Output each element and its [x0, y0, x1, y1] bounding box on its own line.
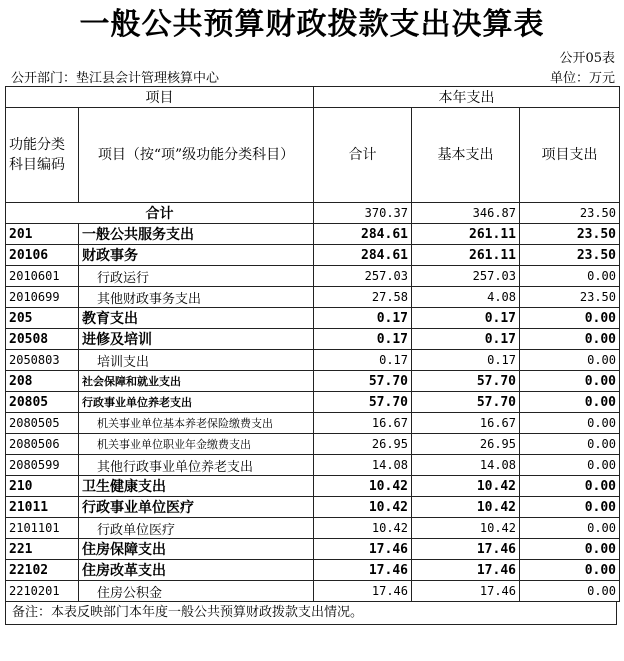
row-project: 0.00	[520, 476, 620, 497]
header-code: 功能分类科目编码	[6, 108, 79, 203]
row-total: 27.58	[314, 287, 412, 308]
table-row	[6, 350, 620, 371]
row-name: 住房改革支出	[79, 560, 314, 581]
row-basic: 10.42	[412, 497, 520, 518]
row-total: 10.42	[314, 518, 412, 539]
row-total: 0.17	[314, 308, 412, 329]
header-row-2	[6, 108, 620, 203]
row-basic: 257.03	[412, 266, 520, 287]
row-basic: 17.46	[412, 539, 520, 560]
header-project: 项目支出	[520, 108, 620, 203]
row-project: 0.00	[520, 413, 620, 434]
table-row	[6, 392, 620, 413]
row-basic: 14.08	[412, 455, 520, 476]
unit-label: 单位：万元	[549, 71, 615, 86]
table-row	[6, 371, 620, 392]
row-basic: 261.11	[412, 245, 520, 266]
header-name: 项目（按“项”级功能分类科目）	[79, 108, 314, 203]
row-total: 57.70	[314, 392, 412, 413]
row-code: 201	[6, 224, 79, 245]
row-basic: 10.42	[412, 518, 520, 539]
row-name: 行政事业单位养老支出	[79, 392, 314, 413]
table-row	[6, 476, 620, 497]
row-project: 0.00	[520, 434, 620, 455]
table-row	[6, 539, 620, 560]
row-project: 0.00	[520, 518, 620, 539]
row-code: 208	[6, 371, 79, 392]
row-total: 284.61	[314, 245, 412, 266]
table-row	[6, 413, 620, 434]
row-project: 0.00	[520, 371, 620, 392]
row-basic: 17.46	[412, 581, 520, 602]
table-row	[6, 455, 620, 476]
row-code: 2050803	[6, 350, 79, 371]
table-row	[6, 518, 620, 539]
total-label: 合计	[6, 203, 314, 224]
row-basic: 0.17	[412, 329, 520, 350]
row-name: 机关事业单位基本养老保险缴费支出	[79, 413, 314, 434]
row-code: 2210201	[6, 581, 79, 602]
row-total: 257.03	[314, 266, 412, 287]
row-name: 行政事业单位医疗	[79, 497, 314, 518]
row-total: 17.46	[314, 539, 412, 560]
row-code: 20106	[6, 245, 79, 266]
row-name: 进修及培训	[79, 329, 314, 350]
row-code: 205	[6, 308, 79, 329]
row-code: 2080599	[6, 455, 79, 476]
table-row	[6, 245, 620, 266]
row-project: 23.50	[520, 224, 620, 245]
row-name: 行政运行	[79, 266, 314, 287]
row-project: 0.00	[520, 455, 620, 476]
row-code: 2080505	[6, 413, 79, 434]
row-code: 20805	[6, 392, 79, 413]
table-row	[6, 560, 620, 581]
department-row	[3, 66, 621, 86]
header-year-group: 本年支出	[314, 87, 620, 108]
row-code: 2010699	[6, 287, 79, 308]
row-name: 培训支出	[79, 350, 314, 371]
row-code: 2080506	[6, 434, 79, 455]
row-basic: 16.67	[412, 413, 520, 434]
form-code: 公开05表	[559, 51, 615, 66]
row-name: 行政单位医疗	[79, 518, 314, 539]
row-code: 22102	[6, 560, 79, 581]
total-sum: 370.37	[314, 203, 412, 224]
row-project: 23.50	[520, 245, 620, 266]
row-total: 57.70	[314, 371, 412, 392]
row-basic: 26.95	[412, 434, 520, 455]
row-project: 0.00	[520, 539, 620, 560]
row-basic: 17.46	[412, 560, 520, 581]
row-code: 20508	[6, 329, 79, 350]
row-name: 一般公共服务支出	[79, 224, 314, 245]
form-code-row	[3, 46, 621, 66]
row-total: 10.42	[314, 497, 412, 518]
table-note: 备注：本表反映部门本年度一般公共预算财政拨款支出情况。	[5, 602, 617, 625]
row-project: 0.00	[520, 350, 620, 371]
row-name: 其他财政事务支出	[79, 287, 314, 308]
total-project: 23.50	[520, 203, 620, 224]
row-total: 14.08	[314, 455, 412, 476]
header-item-group: 项目	[6, 87, 314, 108]
row-name: 住房保障支出	[79, 539, 314, 560]
row-name: 财政事务	[79, 245, 314, 266]
row-total: 16.67	[314, 413, 412, 434]
department-label: 公开部门：垫江县会计管理核算中心	[11, 71, 220, 86]
row-name: 教育支出	[79, 308, 314, 329]
row-name: 其他行政事业单位养老支出	[79, 455, 314, 476]
row-basic: 10.42	[412, 476, 520, 497]
report-title: 一般公共预算财政拨款支出决算表	[79, 7, 545, 42]
row-basic: 57.70	[412, 392, 520, 413]
table-row	[6, 581, 620, 602]
row-total: 17.46	[314, 560, 412, 581]
row-basic: 0.17	[412, 350, 520, 371]
row-project: 0.00	[520, 581, 620, 602]
row-name: 社会保障和就业支出	[79, 371, 314, 392]
table-row	[6, 266, 620, 287]
row-project: 23.50	[520, 287, 620, 308]
row-name: 机关事业单位职业年金缴费支出	[79, 434, 314, 455]
row-name: 卫生健康支出	[79, 476, 314, 497]
row-total: 0.17	[314, 329, 412, 350]
row-total: 26.95	[314, 434, 412, 455]
table-row	[6, 497, 620, 518]
header-basic: 基本支出	[412, 108, 520, 203]
table-row	[6, 224, 620, 245]
total-basic: 346.87	[412, 203, 520, 224]
row-basic: 4.08	[412, 287, 520, 308]
row-name: 住房公积金	[79, 581, 314, 602]
row-code: 2010601	[6, 266, 79, 287]
row-basic: 57.70	[412, 371, 520, 392]
row-project: 0.00	[520, 329, 620, 350]
row-basic: 261.11	[412, 224, 520, 245]
row-code: 210	[6, 476, 79, 497]
row-project: 0.00	[520, 497, 620, 518]
expenditure-table	[5, 86, 620, 602]
row-project: 0.00	[520, 560, 620, 581]
table-row	[6, 287, 620, 308]
row-basic: 0.17	[412, 308, 520, 329]
row-total: 0.17	[314, 350, 412, 371]
row-project: 0.00	[520, 266, 620, 287]
report-page	[3, 0, 621, 625]
row-project: 0.00	[520, 308, 620, 329]
table-row	[6, 434, 620, 455]
row-code: 221	[6, 539, 79, 560]
total-row	[6, 203, 620, 224]
row-project: 0.00	[520, 392, 620, 413]
row-code: 21011	[6, 497, 79, 518]
row-total: 17.46	[314, 581, 412, 602]
row-total: 10.42	[314, 476, 412, 497]
table-row	[6, 308, 620, 329]
table-row	[6, 329, 620, 350]
row-code: 2101101	[6, 518, 79, 539]
row-total: 284.61	[314, 224, 412, 245]
header-row-1	[6, 87, 620, 108]
header-total: 合计	[314, 108, 412, 203]
